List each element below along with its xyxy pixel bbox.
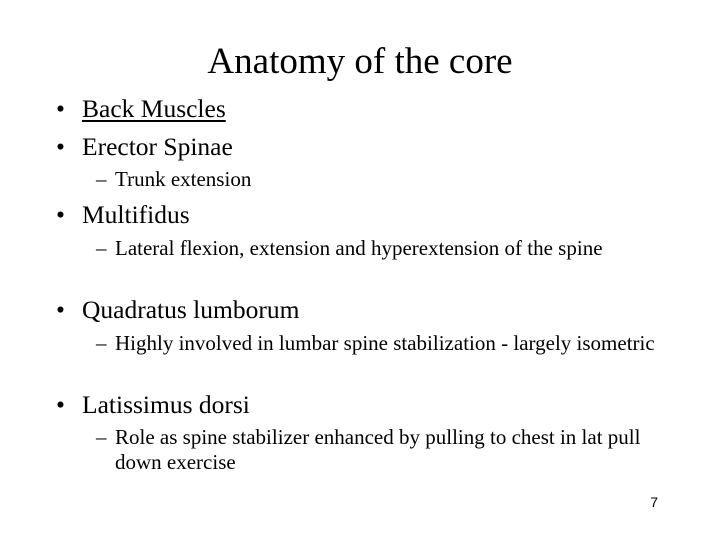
bullet-marker: • xyxy=(56,94,65,123)
sub-bullet-item xyxy=(96,425,656,475)
sub-bullet-item xyxy=(96,236,656,261)
bullet-text: Latissimus dorsi xyxy=(82,390,250,419)
dash-marker: – xyxy=(96,167,107,191)
dash-marker: – xyxy=(96,425,107,449)
dash-marker: – xyxy=(96,236,107,260)
page-number: 7 xyxy=(650,494,658,510)
sub-bullet-text: Role as spine stabilizer enhanced by pulling to chest in lat pull down exercise xyxy=(115,425,641,474)
bullet-text: Quadratus lumborum xyxy=(82,295,300,324)
sub-bullet-item xyxy=(96,331,656,356)
bullet-text: Back Muscles xyxy=(82,94,226,123)
sub-bullet-text: Lateral flexion, extension and hyperextension of the spine xyxy=(115,236,603,260)
dash-marker: – xyxy=(96,331,107,355)
sub-bullet-item xyxy=(96,167,656,192)
bullet-marker: • xyxy=(56,390,65,419)
sub-bullet-text: Highly involved in lumbar spine stabilization - largely isometric xyxy=(115,331,655,355)
slide-title: Anatomy of the core xyxy=(207,41,513,82)
bullet-marker: • xyxy=(56,132,65,161)
bullet-marker: • xyxy=(56,200,65,229)
bullet-marker: • xyxy=(56,295,65,324)
sub-bullet-text: Trunk extension xyxy=(115,167,252,191)
bullet-text: Multifidus xyxy=(82,200,190,229)
bullet-text: Erector Spinae xyxy=(82,132,233,161)
